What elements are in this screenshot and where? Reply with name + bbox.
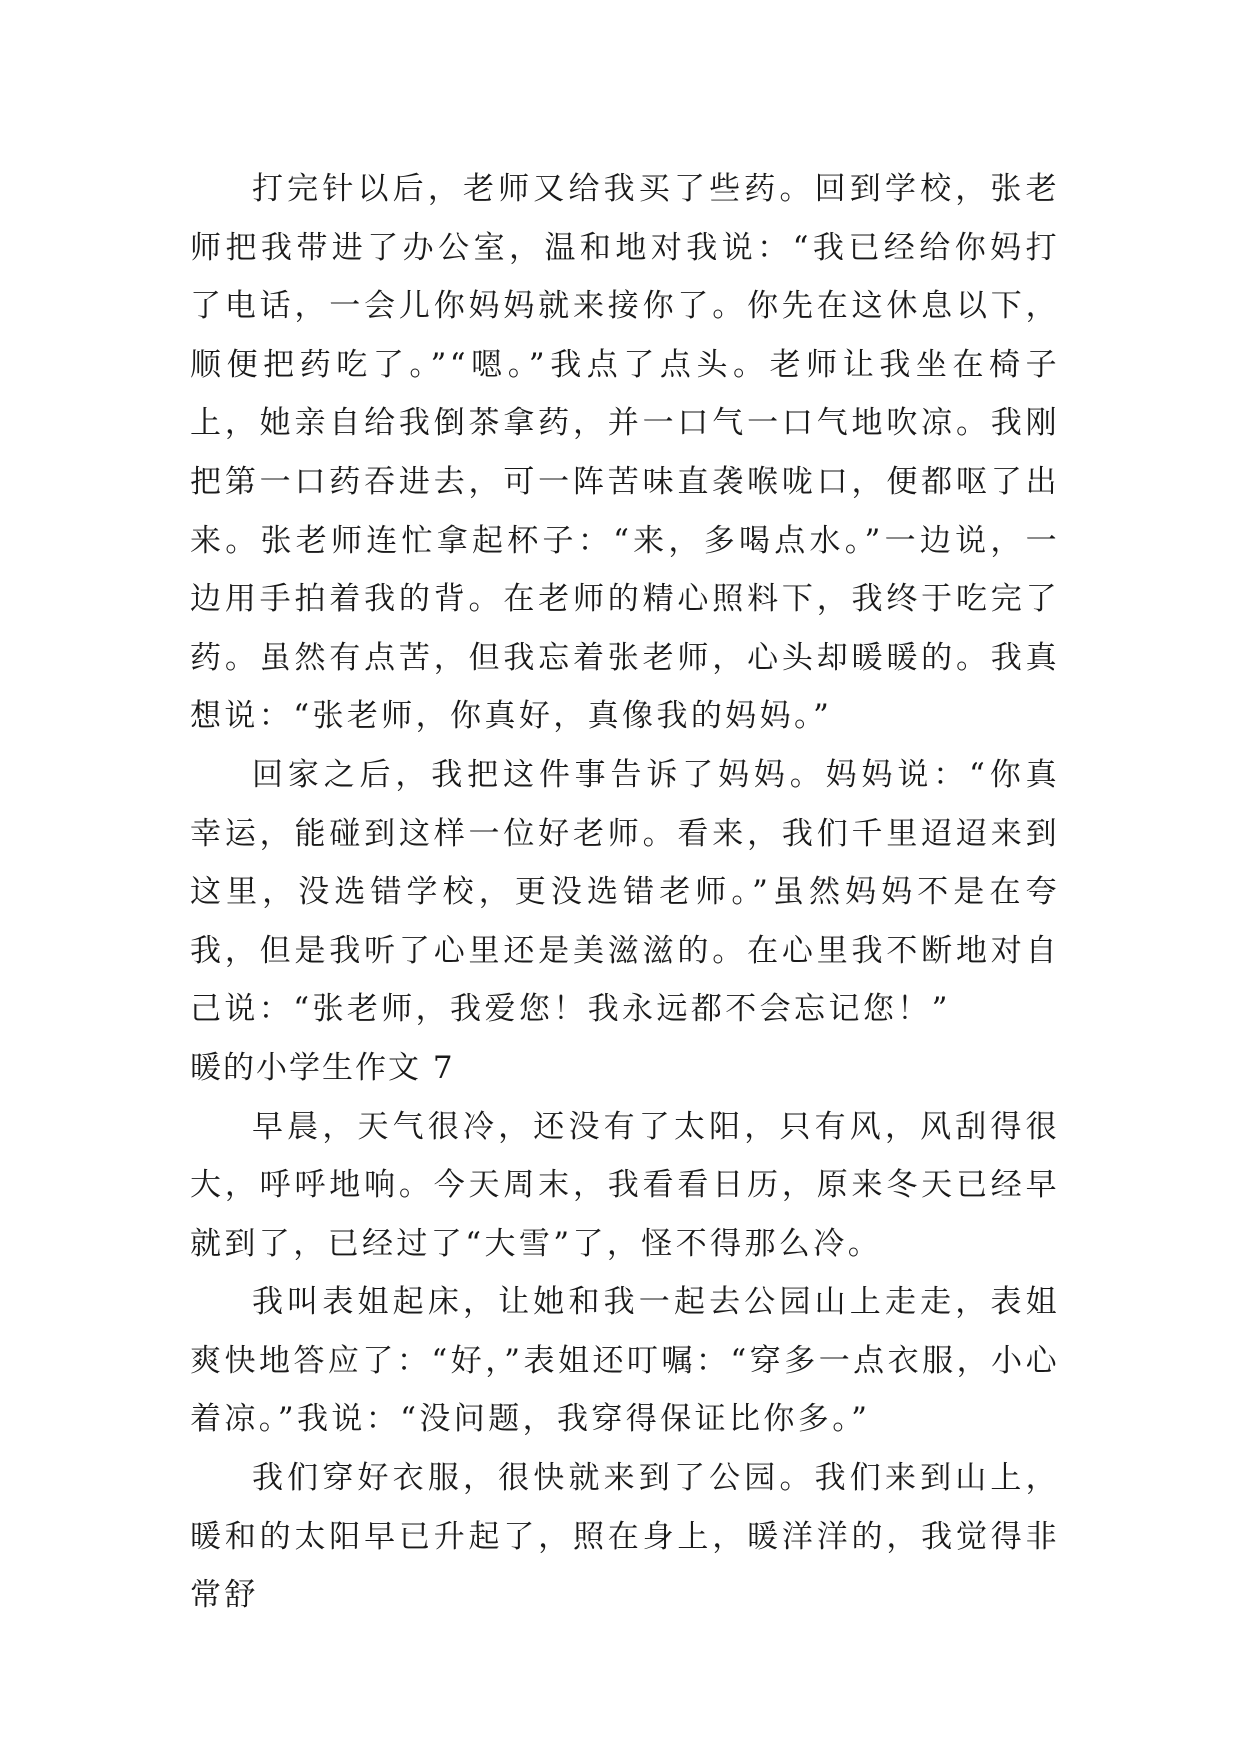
document-body	[190, 160, 1060, 1625]
paragraph-cousin: 我叫表姐起床，让她和我一起去公园山上走走，表姐爽快地答应了：“好，”表姐还叮嘱：“穿多一点衣服，小心着凉。”我说：“没问题，我穿得保证比你多。”	[190, 1284, 1060, 1438]
paragraph-park: 我们穿好衣服，很快就来到了公园。我们来到山上，暖和的太阳早已升起了，照在身上，暖洋洋的，我觉得非常舒	[190, 1460, 1060, 1614]
paragraph-cold-morning: 早晨，天气很冷，还没有了太阳，只有风，风刮得很大，呼呼地响。今天周末，我看看日历，原来冬天已经早就到了，已经过了“大雪”了，怪不得那么冷。	[190, 1108, 1060, 1262]
paragraph-teacher-medicine: 打完针以后，老师又给我买了些药。回到学校，张老师把我带进了办公室，温和地对我说：“我已经给你妈打了电话，一会儿你妈妈就来接你了。你先在这休息以下，顺便把药吃了。”“嗯。”我点了点头。老师让我坐在椅子上，她亲自给我倒茶拿药，并一口气一口气地吹凉。我刚把第一口药吞进去，可一阵苦味直袭喉咙口，便都呕了出来。张老师连忙拿起杯子：“来，多喝点水。”一边说，一边用手拍着我的背。在老师的精心照料下，我终于吃完了药。虽然有点苦，但我忘着张老师，心头却暖暖的。我真想说：“张老师，你真好，真像我的妈妈。”	[190, 171, 1060, 735]
section-heading: 暖的小学生作文 7	[190, 1049, 455, 1086]
paragraph-return-home: 回家之后，我把这件事告诉了妈妈。妈妈说：“你真幸运，能碰到这样一位好老师。看来，我们千里迢迢来到这里，没选错学校，更没选错老师。”虽然妈妈不是在夸我，但是我听了心里还是美滋滋的。在心里我不断地对自己说：“张老师，我爱您！我永远都不会忘记您！”	[190, 756, 1060, 1028]
